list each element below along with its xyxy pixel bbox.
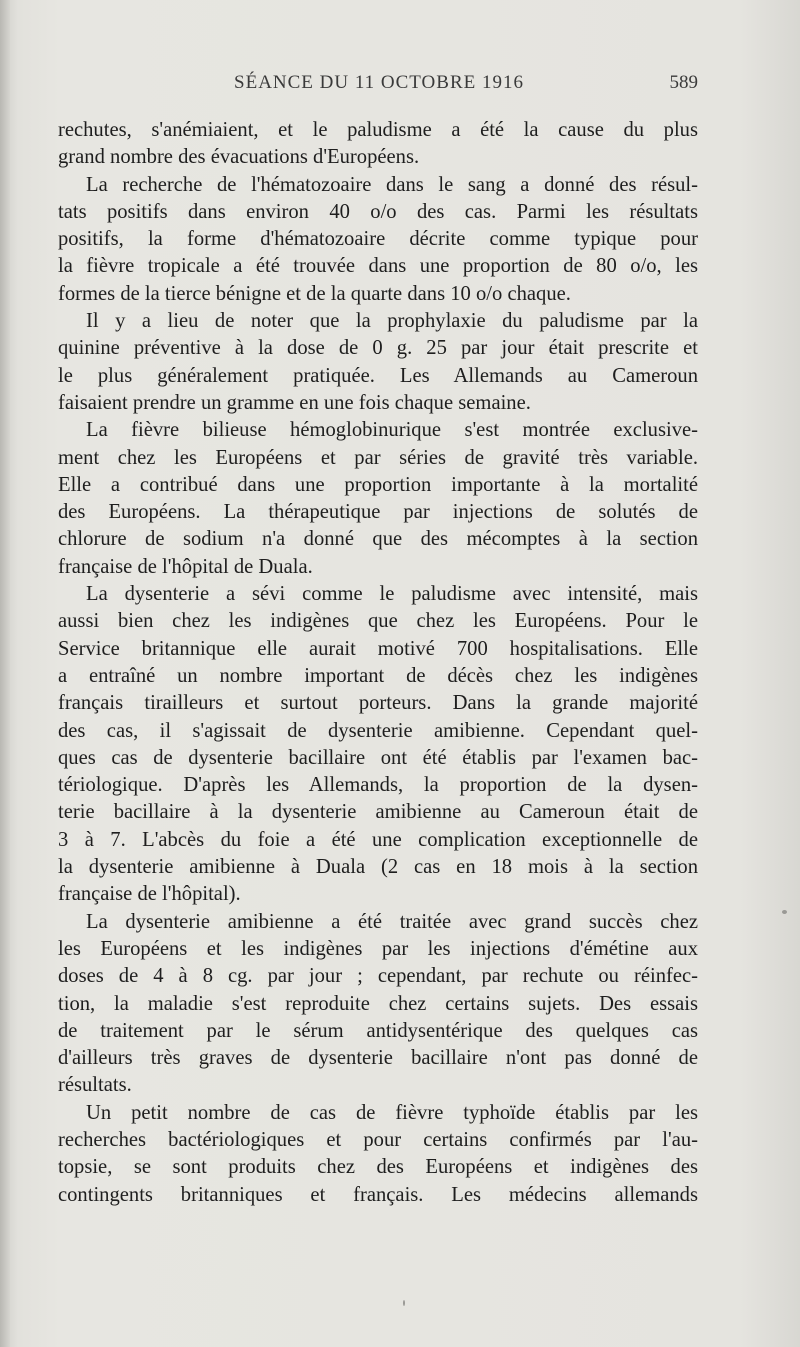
paper-speck <box>782 910 787 914</box>
text-line: tats positifs dans environ 40 o/o des cas. Parmi les résultats <box>58 200 698 223</box>
text-line: faisaient prendre un gramme en une fois chaque semaine. <box>58 391 531 414</box>
text-line: recherches bactériologiques et pour certains confirmés par l'au- <box>58 1128 698 1151</box>
body-text <box>58 117 698 1209</box>
text-line: La fièvre bilieuse hémoglobinurique s'est montrée exclusive- <box>86 419 698 442</box>
text-line: le plus généralement pratiquée. Les Allemands au Cameroun <box>58 364 698 387</box>
text-line: résultats. <box>58 1074 132 1097</box>
text-line: quinine préventive à la dose de 0 g. 25 par jour était prescrite et <box>58 337 698 360</box>
page-header <box>60 72 698 102</box>
page-number: 589 <box>669 72 698 93</box>
text-line: Service britannique elle aurait motivé 700 hospitalisations. Elle <box>58 637 698 660</box>
text-line: La dysenterie a sévi comme le paludisme avec intensité, mais <box>86 583 698 606</box>
text-line: Elle a contribué dans une proportion importante à la mortalité <box>58 473 698 496</box>
text-line: Un petit nombre de cas de fièvre typhoïde établis par les <box>86 1101 698 1124</box>
text-line: rechutes, s'anémiaient, et le paludisme a été la cause du plus <box>58 119 698 141</box>
text-line: ques cas de dysenterie bacillaire ont été établis par l'examen bac- <box>58 746 698 769</box>
text-line: française de l'hôpital de Duala. <box>58 555 313 578</box>
text-line: aussi bien chez les indigènes que chez les Européens. Pour le <box>58 610 698 633</box>
running-head: SÉANCE DU 11 OCTOBRE 1916 <box>234 72 524 93</box>
text-line: a entraîné un nombre important de décès chez les indigènes <box>58 664 698 687</box>
text-line: française de l'hôpital). <box>58 883 241 906</box>
text-line: tériologique. D'après les Allemands, la proportion de la dysen- <box>58 774 698 797</box>
text-line: les Européens et les indigènes par les injections d'émétine aux <box>58 937 698 960</box>
text-line: tion, la maladie s'est reproduite chez certains sujets. Des essais <box>58 992 698 1015</box>
text-line: La dysenterie amibienne a été traitée avec grand succès chez <box>86 910 698 933</box>
text-line: de traitement par le sérum antidysentérique des quelques cas <box>58 1019 698 1042</box>
text-line: positifs, la forme d'hématozoaire décrite comme typique pour <box>58 228 698 251</box>
text-line: formes de la tierce bénigne et de la quarte dans 10 o/o chaque. <box>58 282 571 305</box>
text-line: terie bacillaire à la dysenterie amibienne au Cameroun était de <box>58 801 698 824</box>
text-line: des cas, il s'agissait de dysenterie amibienne. Cependant quel- <box>58 719 698 742</box>
text-line: la dysenterie amibienne à Duala (2 cas en 18 mois à la section <box>58 856 698 879</box>
text-line: La recherche de l'hématozoaire dans le sang a donné des résul- <box>86 173 698 196</box>
page-spine-shadow <box>0 0 10 1347</box>
text-line: ment chez les Européens et par séries de gravité très variable. <box>58 446 698 469</box>
text-line: contingents britanniques et français. Les médecins allemands <box>58 1183 698 1206</box>
text-line: 3 à 7. L'abcès du foie a été une complication exceptionnelle de <box>58 828 698 851</box>
text-line: chlorure de sodium n'a donné que des mécomptes à la section <box>58 528 698 551</box>
text-line: français tirailleurs et surtout porteurs. Dans la grande majorité <box>58 692 698 715</box>
text-line: d'ailleurs très graves de dysenterie bacillaire n'ont pas donné de <box>58 1047 698 1070</box>
paper-speck <box>403 1300 405 1306</box>
text-line: topsie, se sont produits chez des Européens et indigènes des <box>58 1156 698 1179</box>
text-line: la fièvre tropicale a été trouvée dans une proportion de 80 o/o, les <box>58 255 698 278</box>
text-line: doses de 4 à 8 cg. par jour ; cependant, par rechute ou réinfec- <box>58 965 698 988</box>
text-line: des Européens. La thérapeutique par injections de solutés de <box>58 501 698 524</box>
text-line: grand nombre des évacuations d'Européens. <box>58 146 420 169</box>
text-line: Il y a lieu de noter que la prophylaxie du paludisme par la <box>86 310 698 333</box>
